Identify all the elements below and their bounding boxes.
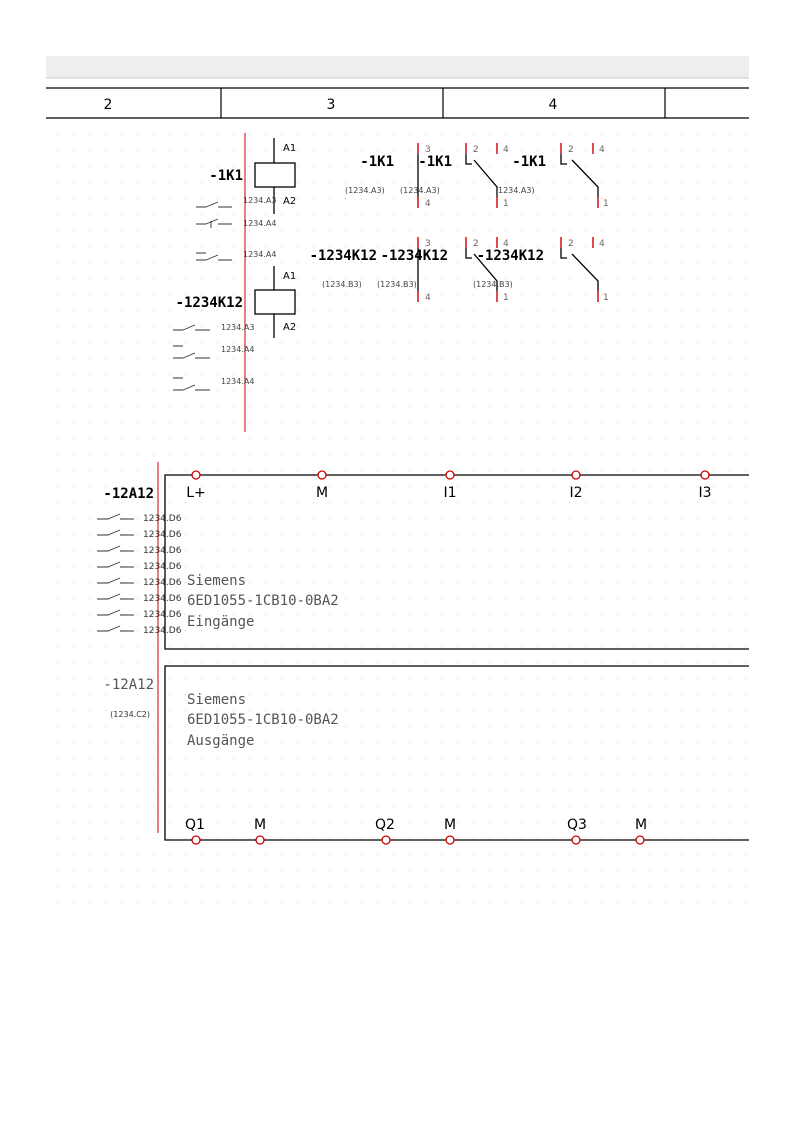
contact-reference: (1234.B3)	[473, 280, 513, 289]
pin-number: 4	[503, 145, 509, 155]
pin-number: 4	[599, 145, 605, 155]
pin-number: 3	[425, 239, 431, 249]
pin-number: 1	[503, 199, 509, 209]
terminal-label: A2	[283, 196, 297, 207]
terminal-label: Q2	[375, 817, 395, 833]
pin-number: 1	[503, 293, 509, 303]
contact-reference: (1234.A3)	[400, 186, 440, 195]
terminal-label: Q3	[567, 817, 587, 833]
coil-label: -1234K12	[175, 295, 243, 311]
contact-reference: 1234.A4	[221, 345, 255, 354]
terminal-label: M	[634, 817, 648, 833]
pin-number: 1	[603, 293, 609, 303]
pin-number: 3	[425, 145, 431, 155]
pin-number: 2	[568, 145, 574, 155]
coil-label: -1K1	[209, 168, 243, 184]
column-header	[46, 88, 749, 118]
terminal-point	[446, 836, 454, 844]
module-vendor: Siemens	[187, 573, 247, 589]
module-function: Eingänge	[187, 614, 255, 630]
contact-reference: 1234.D6	[143, 610, 182, 620]
contact-label: -1K1	[512, 154, 546, 170]
terminal-label: M	[253, 817, 267, 833]
terminal-label: M	[443, 817, 457, 833]
contact-reference: 1234.A3	[221, 323, 255, 332]
terminal-label: I1	[443, 485, 457, 501]
terminal-point	[256, 836, 264, 844]
pin-number: 4	[425, 199, 431, 209]
column-number: 2	[103, 97, 113, 113]
contact-reference: 1234.D6	[143, 514, 182, 524]
terminal-point	[192, 471, 200, 479]
contact-reference: 1234.A3	[243, 196, 277, 205]
contact-reference: 1234.D6	[143, 594, 182, 604]
terminal-label: Q1	[185, 817, 205, 833]
contact-reference: 1234.D6	[143, 530, 182, 540]
terminal-point	[382, 836, 390, 844]
contact-label: -1234K12	[309, 248, 377, 264]
terminal-label: I3	[698, 485, 712, 501]
pin-number: 4	[599, 239, 605, 249]
header-bar	[46, 56, 749, 78]
contact-reference: 1234.D6	[143, 562, 182, 572]
module-vendor: Siemens	[187, 692, 247, 708]
contact-reference: (1234.B3)	[322, 280, 362, 289]
column-number: 3	[326, 97, 336, 113]
terminal-point	[572, 471, 580, 479]
terminal-point	[446, 471, 454, 479]
contact-reference: 1234.D6	[143, 578, 182, 588]
module-reference: (1234.C2)	[110, 710, 150, 719]
pin-number: 2	[473, 145, 479, 155]
module-order-number: 6ED1055-1CB10-0BA2	[187, 593, 339, 609]
contact-reference: 1234.A4	[243, 219, 277, 228]
contact-reference: 1234.A4	[221, 377, 255, 386]
module-function: Ausgänge	[187, 733, 255, 749]
terminal-label: A2	[283, 322, 297, 333]
terminal-label: I2	[569, 485, 583, 501]
contact-label: -1K1	[360, 154, 394, 170]
contact-label: -1234K12	[380, 248, 448, 264]
terminal-point	[701, 471, 709, 479]
contact-reference: (1234.A3)	[345, 186, 385, 195]
pin-number: 2	[568, 239, 574, 249]
pin-number: 1	[603, 199, 609, 209]
pin-number: 4	[425, 293, 431, 303]
terminal-point	[636, 836, 644, 844]
contact-reference: 1234.A4	[243, 250, 277, 259]
module-order-number: 6ED1055-1CB10-0BA2	[187, 712, 339, 728]
terminal-point	[572, 836, 580, 844]
contact-label: -1234K12	[476, 248, 544, 264]
terminal-point	[318, 471, 326, 479]
module-label: -12A12	[103, 486, 154, 502]
terminal-point	[192, 836, 200, 844]
pin-number: 4	[503, 239, 509, 249]
module-label: -12A12	[103, 677, 154, 693]
terminal-label: M	[315, 485, 329, 501]
contact-reference: 1234.D6	[143, 546, 182, 556]
terminal-label: L+	[186, 485, 206, 501]
terminal-label: A1	[283, 271, 297, 282]
contact-label: -1K1	[418, 154, 452, 170]
pin-number: 2	[473, 239, 479, 249]
column-number: 4	[548, 97, 558, 113]
contact-reference: (1234.B3)	[377, 280, 417, 289]
terminal-label: A1	[283, 143, 297, 154]
contact-reference: 1234.A3)	[498, 186, 535, 195]
contact-reference: 1234.D6	[143, 626, 182, 636]
